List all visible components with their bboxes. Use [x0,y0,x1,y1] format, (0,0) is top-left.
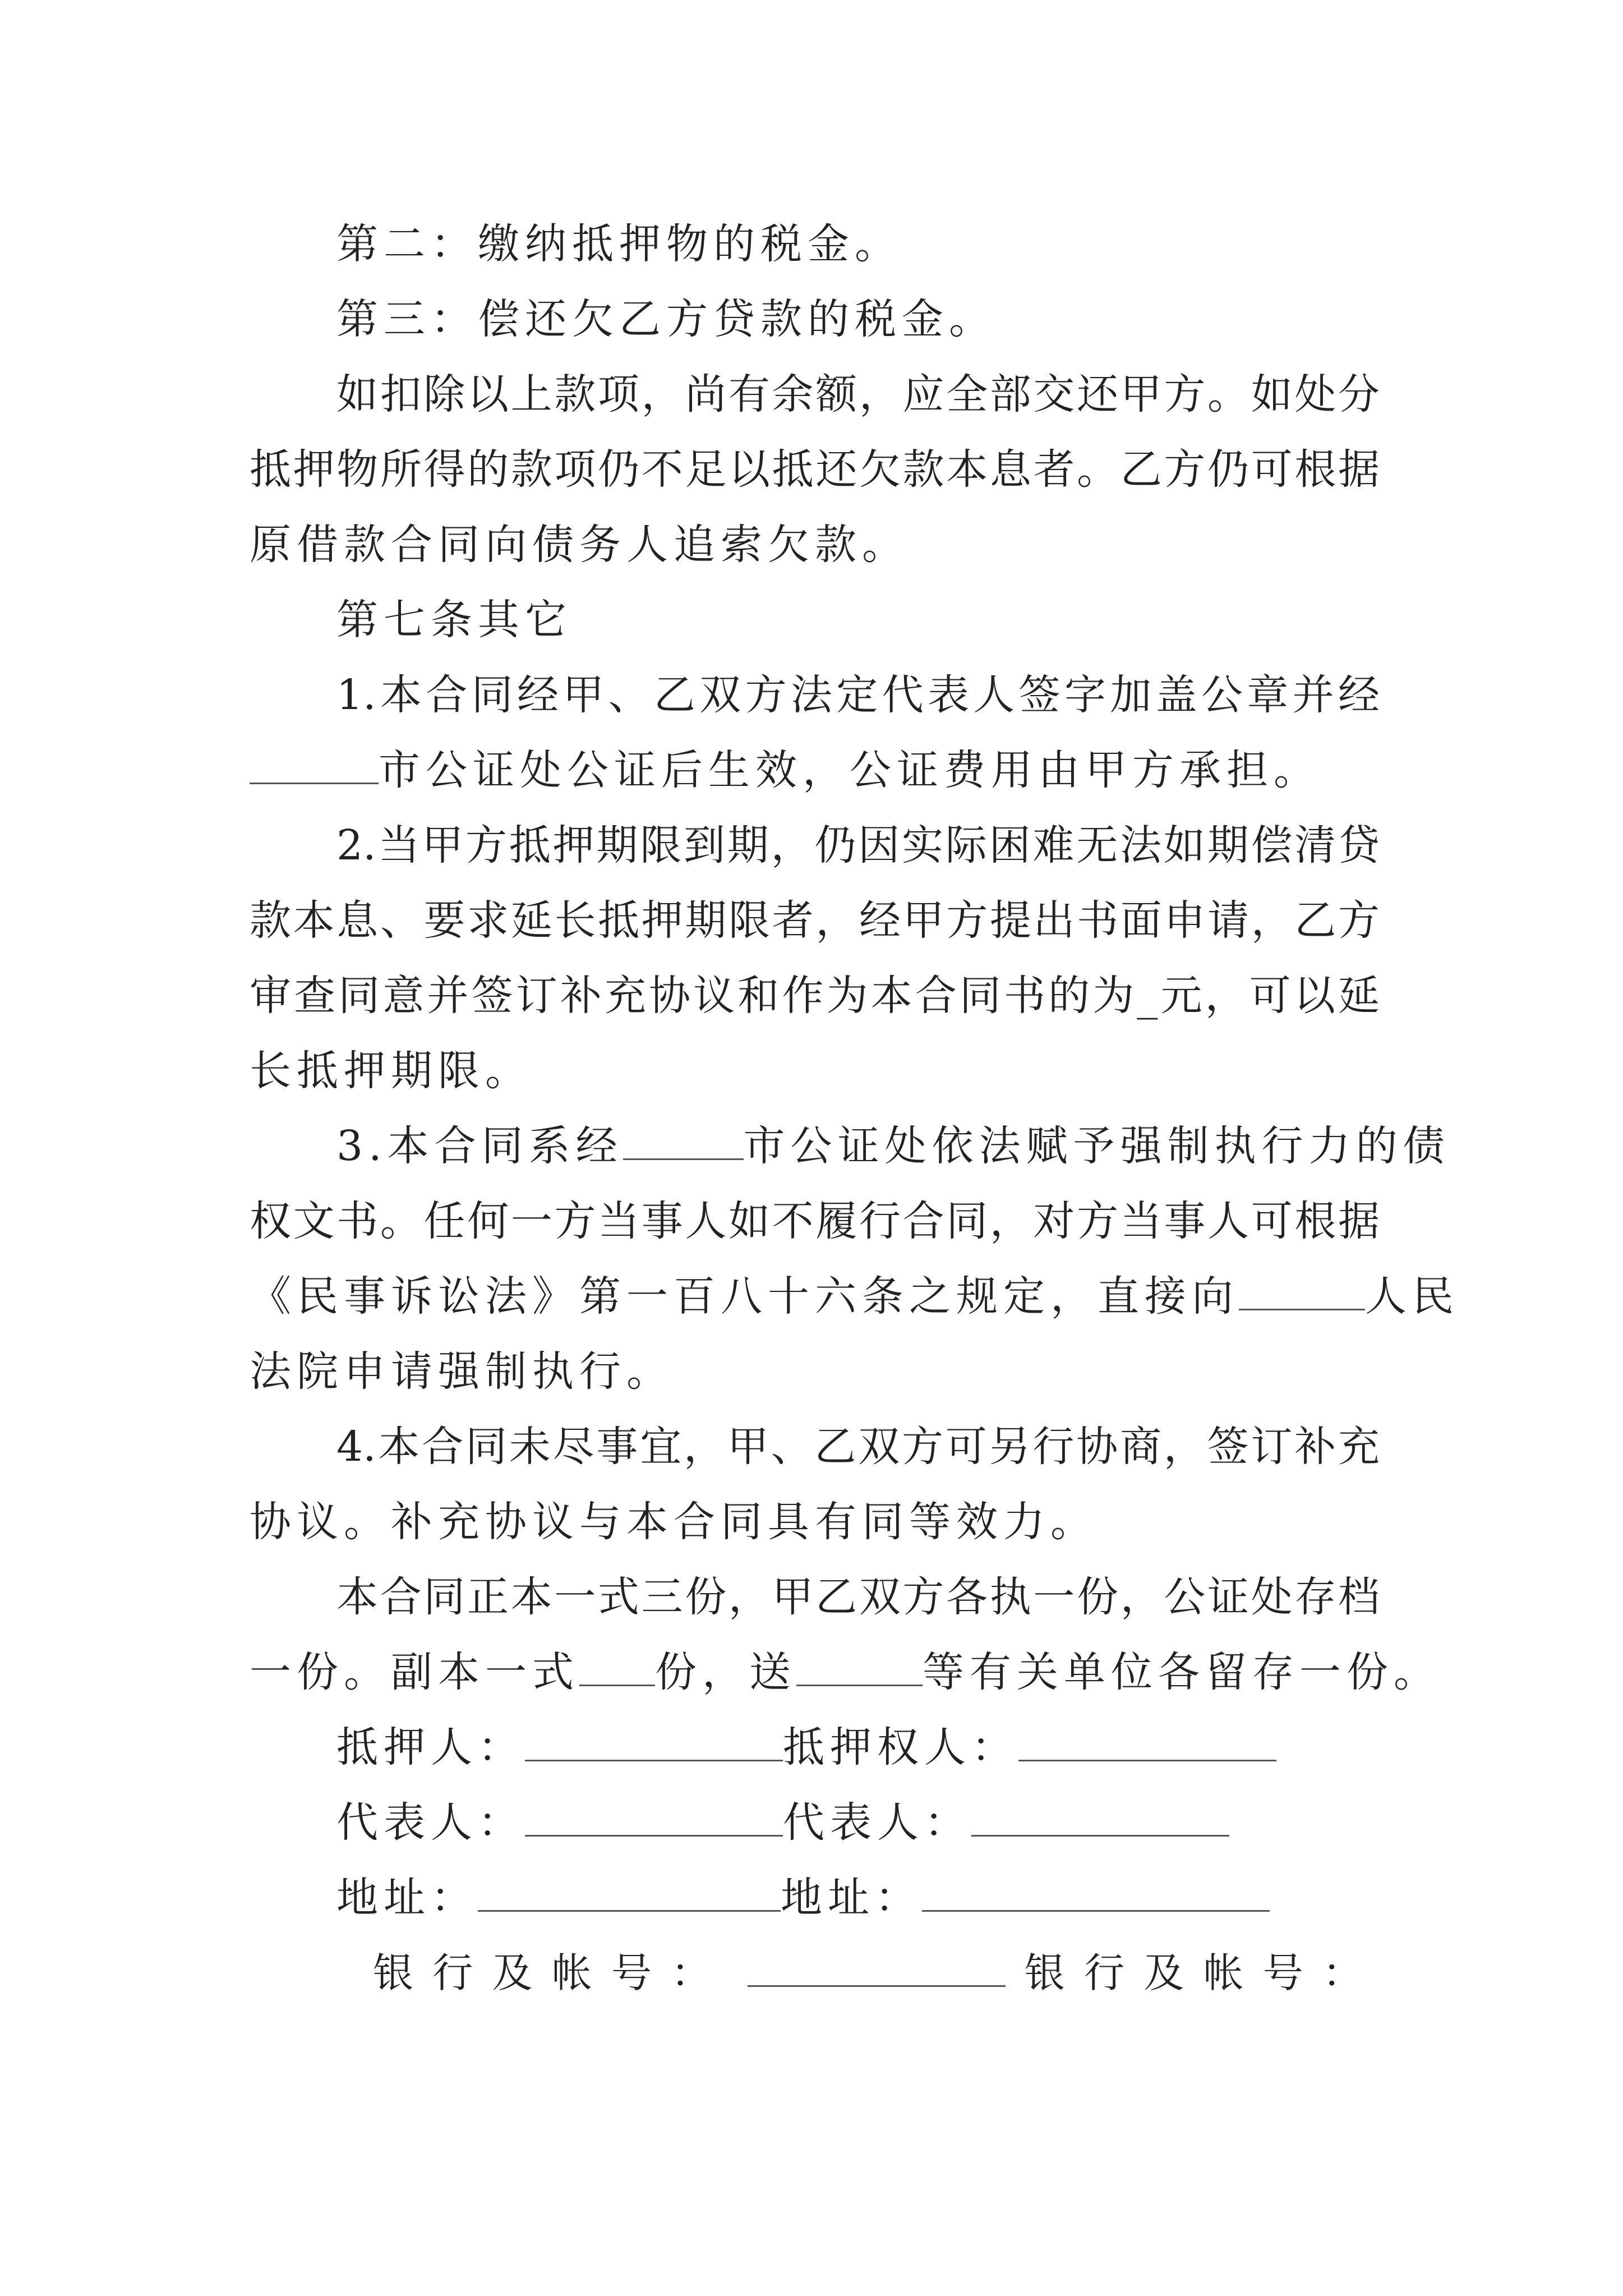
clause-1-line-1: 1.本合同经甲、乙双方法定代表人签字加盖公章并经 [336,671,1380,719]
blank-copies-count [579,1650,655,1686]
clause-3-line-1 [250,1115,1450,1177]
mortgagor-blank [525,1725,783,1761]
paragraph-remainder-line-2: 抵押物所得的款项仍不足以抵还欠款本息者。乙方仍可根据 [250,445,1380,494]
mortgagee-blank [1018,1725,1276,1761]
blank-recipient-units [796,1650,923,1686]
clause-3-line-1-suffix: 市公证处依法赋予强制执行力的债 [743,1122,1450,1170]
blank-court [1239,1274,1365,1310]
copies-line-2-part-a: 一份。副本一式 [250,1648,579,1696]
copies-line-2-part-b: 份，送 [655,1648,796,1696]
clause-1-line-2-text: 市公证处公证后生效，公证费用由甲方承担。 [379,746,1321,794]
address-blank-right [922,1875,1270,1912]
address-label-right: 地址： [781,1874,922,1922]
representative-label-left: 代表人： [336,1798,525,1847]
article-seven-heading: 第七条其它 [336,596,572,644]
item-three-text: 第三：偿还欠乙方贷款的税金。 [336,295,996,343]
clause-3-line-1-prefix: 3.本合同系经 [336,1122,623,1170]
mortgagor-label: 抵押人： [336,1723,525,1772]
clause-1-line-2 [250,739,1380,801]
clause-2-line-1: 2.当甲方抵押期限到期，仍因实际困难无法如期偿清贷 [336,821,1380,869]
paragraph-remainder-line-1: 如扣除以上款项，尚有余额，应全部交还甲方。如处分 [336,370,1380,418]
mortgagee-label: 抵押权人： [783,1723,1018,1772]
signature-row-bank [373,1942,1380,2004]
clause-3-line-3 [250,1266,1459,1327]
bank-blank-left [748,1950,1006,1987]
address-label-left: 地址： [336,1874,478,1922]
clause-3-line-2: 权文书。任何一方当事人如不履行合同，对方当事人可根据 [250,1197,1380,1245]
item-three [250,288,1380,350]
item-two [250,213,1380,275]
clause-2-line-2: 款本息、要求延长抵押期限者，经甲方提出书面申请，乙方 [250,896,1380,945]
signature-row-representatives [250,1792,1380,1853]
copies-line-2-part-c: 等有关单位各留存一份。 [923,1648,1441,1696]
signature-row-addresses [250,1867,1380,1929]
clause-3-line-3-prefix: 《民事诉讼法》第一百八十六条之规定，直接向 [250,1272,1239,1320]
blank-city-enforcement [623,1124,744,1160]
clause-4-line-1: 4.本合同未尽事宜，甲、乙双方可另行协商，签订补充 [336,1423,1380,1471]
bank-label-right: 银行及帐号： [1022,1949,1380,1996]
address-blank-left [478,1875,781,1912]
signature-row-parties [250,1717,1380,1778]
clause-3-line-4: 法院申请强制执行。 [250,1347,674,1396]
clause-3-line-3-suffix: 人民 [1365,1272,1459,1320]
representative-label-right: 代表人： [783,1798,971,1847]
copies-line-2 [250,1641,1441,1703]
copies-line-1: 本合同正本一式三份，甲乙双方各执一份，公证处存档 [336,1573,1380,1621]
blank-city-notary [250,748,379,784]
bank-label-left: 银行及帐号： [373,1949,731,1996]
clause-4-line-2: 协议。补充协议与本合同具有同等效力。 [250,1498,1098,1546]
item-two-text: 第二：缴纳抵押物的税金。 [336,220,902,268]
clause-2-line-3: 审查同意并签订补充协议和作为本合同书的为_元，可以延 [250,972,1380,1020]
representative-blank-right [971,1800,1229,1837]
clause-2-line-4: 长抵押期限。 [250,1047,532,1095]
paragraph-remainder-line-3: 原借款合同向债务人追索欠款。 [250,521,909,569]
representative-blank-left [525,1800,783,1837]
